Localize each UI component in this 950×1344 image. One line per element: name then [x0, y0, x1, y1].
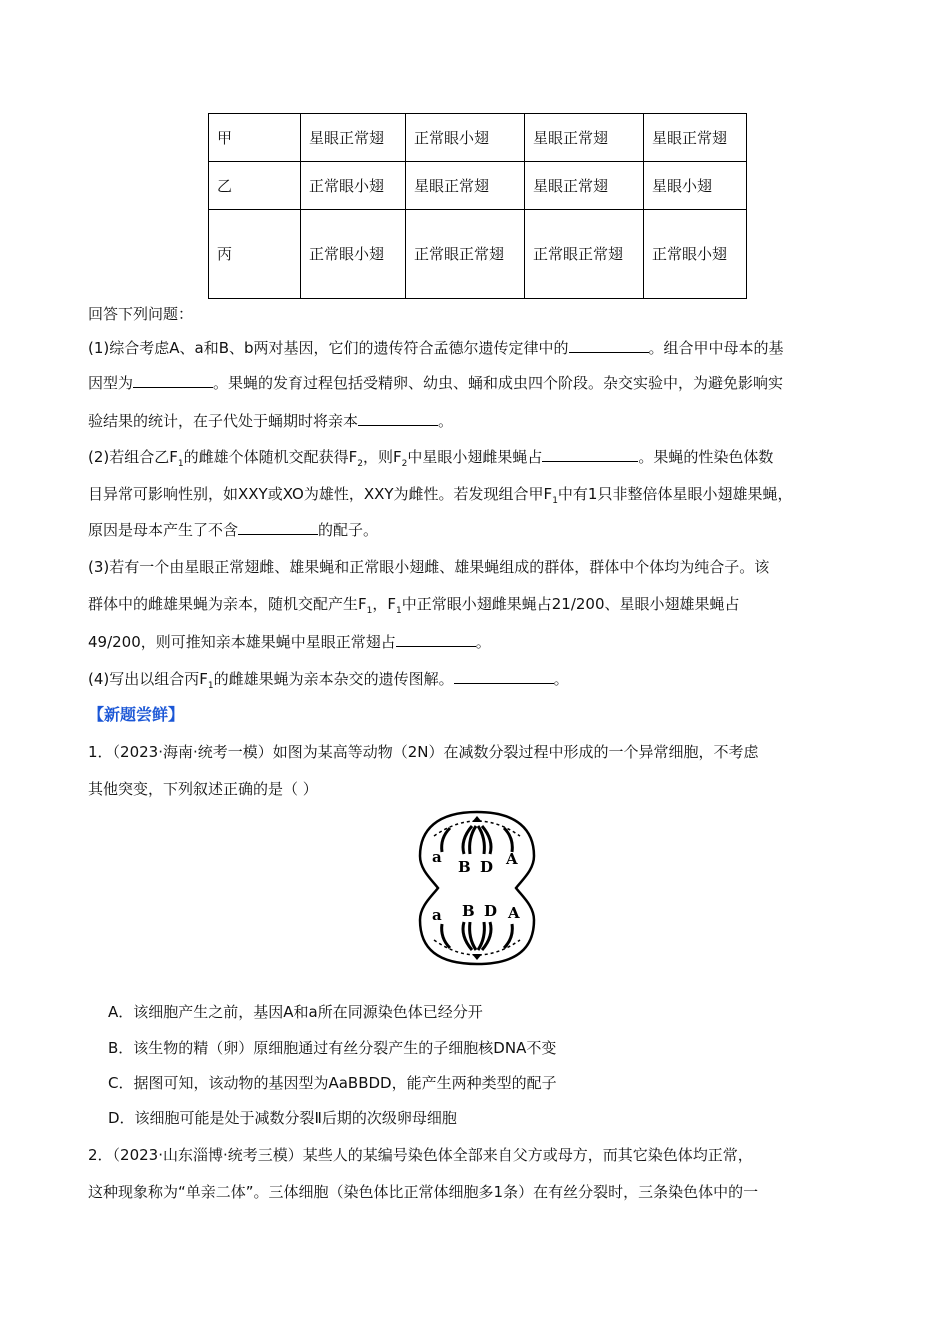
table-cell: 正常眼小翅	[406, 114, 525, 162]
gene-label: A	[506, 850, 518, 868]
table-cell: 甲	[209, 114, 301, 162]
table-cell: 星眼正常翅	[525, 162, 644, 210]
text: 群体中的雌雄果蝇为亲本，随机交配产生F	[88, 595, 367, 613]
problem-2-line-2: 这种现象称为“单亲二体”。三体细胞（染色体比正常体细胞多1条）在有丝分裂时，三条染色体中的一	[88, 1183, 759, 1201]
answer-blank[interactable]	[569, 338, 649, 353]
question-4	[88, 669, 868, 696]
problem-1-line-1: 1．（2023·海南·统考一模）如图为某高等动物（2N）在减数分裂过程中形成的一个异常细胞，不考虑	[88, 743, 759, 761]
table-row	[209, 210, 747, 299]
gene-label: D	[480, 858, 494, 876]
subscript: 1	[177, 459, 184, 469]
gene-label: A	[508, 904, 520, 922]
text: (2)若组合乙F	[88, 448, 178, 466]
question-1-line-2	[88, 373, 868, 393]
text: ，F	[372, 595, 397, 613]
subscript: 2	[357, 459, 363, 469]
gene-label: B	[462, 902, 475, 920]
gene-label: a	[432, 848, 442, 866]
text: 。	[553, 670, 569, 688]
option-a[interactable]: A．该细胞产生之前，基因A和a所在同源染色体已经分开	[108, 1003, 483, 1021]
text: 目异常可影响性别，如XXY或XO为雄性，XXY为雌性。若发现组合甲F	[88, 485, 553, 503]
text: 的雌雄个体随机交配获得F	[183, 448, 358, 466]
text: 。果蝇的发育过程包括受精卵、幼虫、蛹和成虫四个阶段。杂交实验中，为避免影响实	[213, 374, 784, 392]
problem-2-line-1: 2．（2023·山东淄博·统考三模）某些人的某编号染色体全部来自父方或母方，而其它染色体均正常，	[88, 1146, 753, 1164]
text: 中有1只非整倍体星眼小翅雄果蝇，	[557, 485, 793, 503]
gene-label: D	[484, 902, 498, 920]
answer-blank[interactable]	[238, 520, 318, 535]
text: 中星眼小翅雌果蝇占	[407, 448, 543, 466]
question-1-line-1	[88, 338, 868, 358]
problem-1-line-2: 其他突变，下列叙述正确的是（ ）	[88, 780, 318, 798]
table-cell: 星眼小翅	[644, 162, 747, 210]
option-d[interactable]: D．该细胞可能是处于减数分裂Ⅱ后期的次级卵母细胞	[108, 1109, 457, 1127]
answer-blank[interactable]	[396, 632, 476, 647]
subscript: 1	[396, 606, 402, 616]
text: ，则F	[363, 448, 402, 466]
option-b[interactable]: B．该生物的精（卵）原细胞通过有丝分裂产生的子细胞核DNA不变	[108, 1039, 557, 1057]
text: 。	[475, 633, 491, 651]
question-2-line-1	[88, 447, 868, 474]
cross-results-table	[208, 113, 747, 299]
text: 原因是母本产生了不含	[88, 521, 239, 539]
answer-blank[interactable]	[133, 373, 213, 388]
table-cell: 正常眼小翅	[301, 210, 406, 299]
text: 因型为	[88, 374, 134, 392]
table-cell: 正常眼正常翅	[525, 210, 644, 299]
answer-blank[interactable]	[542, 447, 638, 462]
table-cell: 星眼正常翅	[406, 162, 525, 210]
question-2-line-3	[88, 520, 868, 540]
table-row	[209, 162, 747, 210]
table-cell: 星眼正常翅	[525, 114, 644, 162]
gene-label: a	[432, 906, 442, 924]
question-intro: 回答下列问题：	[88, 305, 194, 323]
text: (4)写出以组合丙F	[88, 670, 208, 688]
table-cell: 星眼正常翅	[301, 114, 406, 162]
table-cell: 正常眼小翅	[644, 210, 747, 299]
text: (1)综合考虑A、a和B、b两对基因，它们的遗传符合孟德尔遗传定律中的	[88, 339, 569, 357]
text: 中正常眼小翅雌果蝇占21/200、星眼小翅雄果蝇占	[401, 595, 740, 613]
table-cell: 正常眼正常翅	[406, 210, 525, 299]
text: 验结果的统计，在子代处于蛹期时将亲本	[88, 412, 359, 430]
question-3-line-1: (3)若有一个由星眼正常翅雌、雄果蝇和正常眼小翅雌、雄果蝇组成的群体，群体中个体均为纯合子。该	[88, 558, 770, 576]
text: 的配子。	[318, 521, 379, 539]
section-heading: 【新题尝鲜】	[88, 705, 185, 724]
answer-blank[interactable]	[454, 669, 554, 684]
answer-blank[interactable]	[358, 411, 438, 426]
question-1-line-3	[88, 411, 868, 431]
text: 。	[438, 412, 454, 430]
question-3-line-2	[88, 594, 868, 621]
subscript: 1	[366, 606, 373, 616]
option-c[interactable]: C．据图可知，该动物的基因型为AaBBDD，能产生两种类型的配子	[108, 1074, 557, 1092]
subscript: 2	[401, 459, 408, 469]
text: 的雌雄果蝇为亲本杂交的遗传图解。	[213, 670, 454, 688]
text: 。果蝇的性染色体数	[638, 448, 774, 466]
subscript: 1	[207, 681, 214, 691]
table-cell: 丙	[209, 210, 301, 299]
table-cell: 星眼正常翅	[644, 114, 747, 162]
question-2-line-2	[88, 484, 868, 511]
cell-division-figure	[412, 808, 542, 968]
table-row	[209, 114, 747, 162]
subscript: 1	[552, 496, 558, 506]
table-cell: 乙	[209, 162, 301, 210]
text: 。组合甲中母本的基	[648, 339, 784, 357]
gene-label: B	[458, 858, 471, 876]
text: 49/200，则可推知亲本雄果蝇中星眼正常翅占	[88, 633, 396, 651]
table-cell: 正常眼小翅	[301, 162, 406, 210]
question-3-line-3	[88, 632, 868, 652]
